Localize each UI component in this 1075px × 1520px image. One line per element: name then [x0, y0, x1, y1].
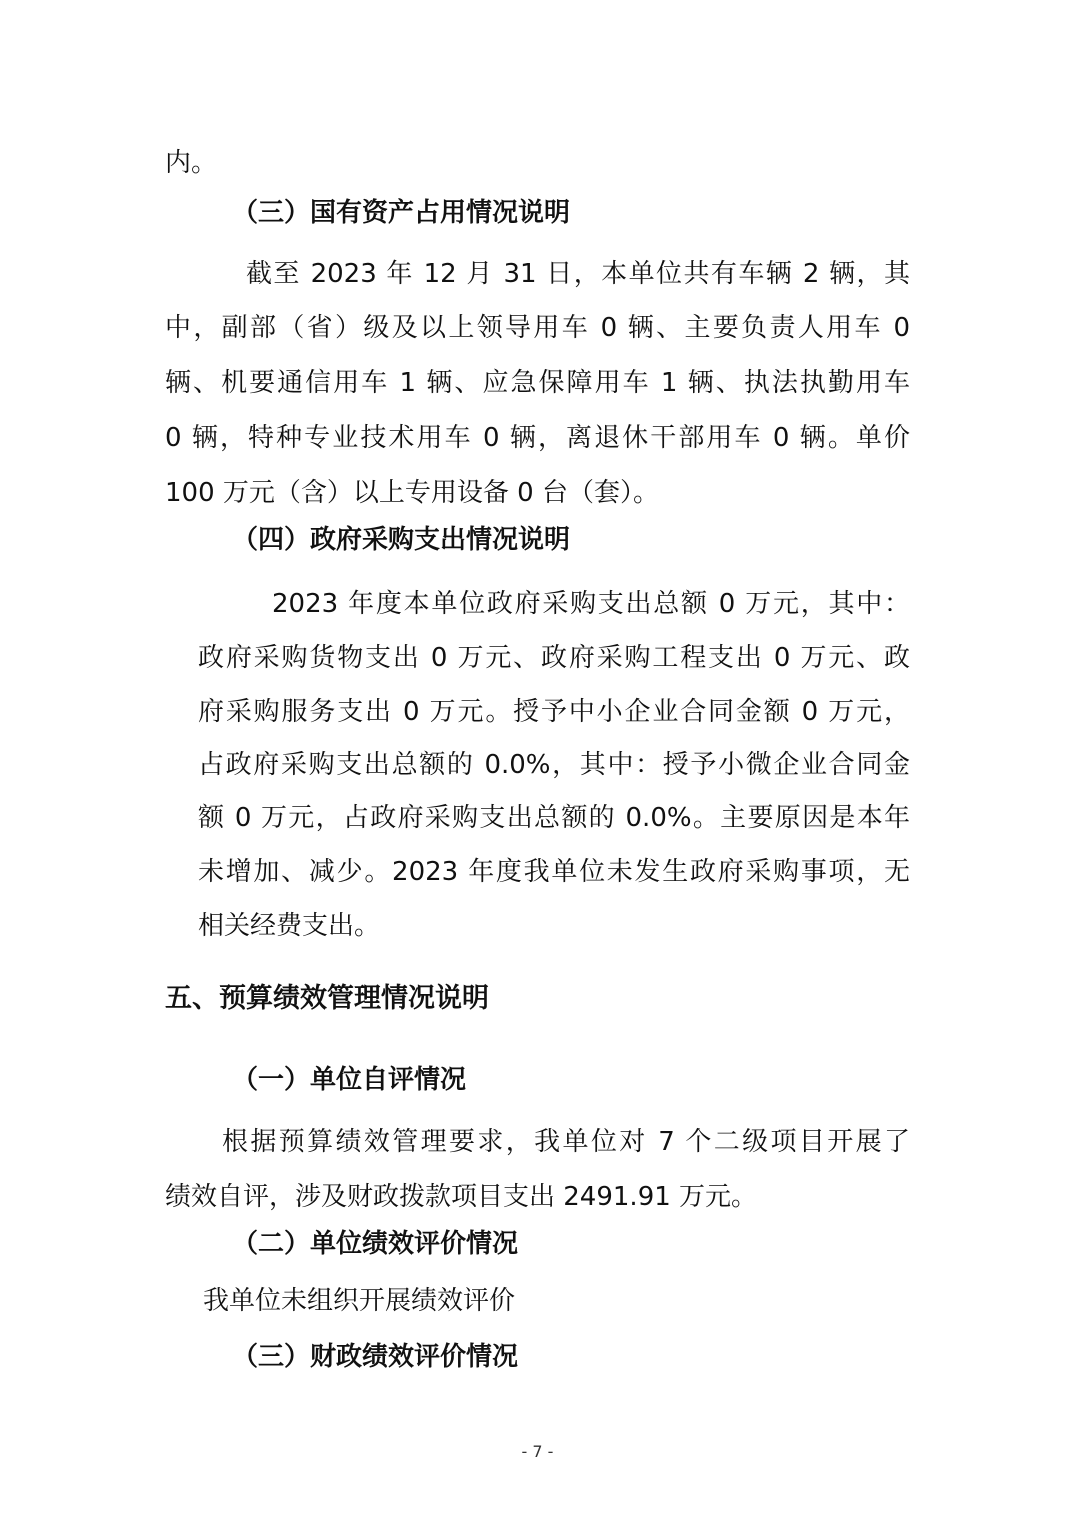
text-line: 内。 — [165, 148, 218, 178]
text-line: 辆、机要通信用车 1 辆、应急保障用车 1 辆、执法执勤用车 — [165, 368, 910, 398]
text-line: 占政府采购支出总额的 0.0%，其中：授予小微企业合同金 — [198, 750, 910, 780]
chapter-heading: 五、预算绩效管理情况说明 — [165, 983, 489, 1014]
text-line: 未增加、减少。2023 年度我单位未发生政府采购事项，无 — [198, 857, 910, 887]
text-line: 绩效自评，涉及财政拨款项目支出 2491.91 万元。 — [165, 1182, 758, 1212]
text-line: 2023 年度本单位政府采购支出总额 0 万元，其中： — [272, 589, 910, 619]
text-line: 相关经费支出。 — [198, 911, 381, 941]
text-line: 额 0 万元，占政府采购支出总额的 0.0%。主要原因是本年 — [198, 803, 910, 833]
section-heading-assets: （三）国有资产占用情况说明 — [232, 198, 571, 228]
text-line: 中，副部（省）级及以上领导用车 0 辆、主要负责人用车 0 — [165, 313, 910, 343]
text-line: 府采购服务支出 0 万元。授予中小企业合同金额 0 万元， — [198, 697, 910, 727]
section-heading-self-evaluation: （一）单位自评情况 — [232, 1065, 467, 1095]
text-line: 我单位未组织开展绩效评价 — [203, 1286, 516, 1316]
text-line: 0 辆，特种专业技术用车 0 辆，离退休干部用车 0 辆。单价 — [165, 423, 910, 453]
section-heading-unit-evaluation: （二）单位绩效评价情况 — [232, 1229, 519, 1259]
section-heading-procurement: （四）政府采购支出情况说明 — [232, 525, 571, 555]
page-number: - 7 - — [521, 1442, 554, 1461]
section-heading-fiscal-evaluation: （三）财政绩效评价情况 — [232, 1342, 519, 1372]
text-line: 100 万元（含）以上专用设备 0 台（套）。 — [165, 478, 659, 508]
text-line: 截至 2023 年 12 月 31 日，本单位共有车辆 2 辆，其 — [246, 259, 910, 289]
text-line: 政府采购货物支出 0 万元、政府采购工程支出 0 万元、政 — [198, 643, 910, 673]
text-line: 根据预算绩效管理要求，我单位对 7 个二级项目开展了 — [222, 1127, 910, 1157]
